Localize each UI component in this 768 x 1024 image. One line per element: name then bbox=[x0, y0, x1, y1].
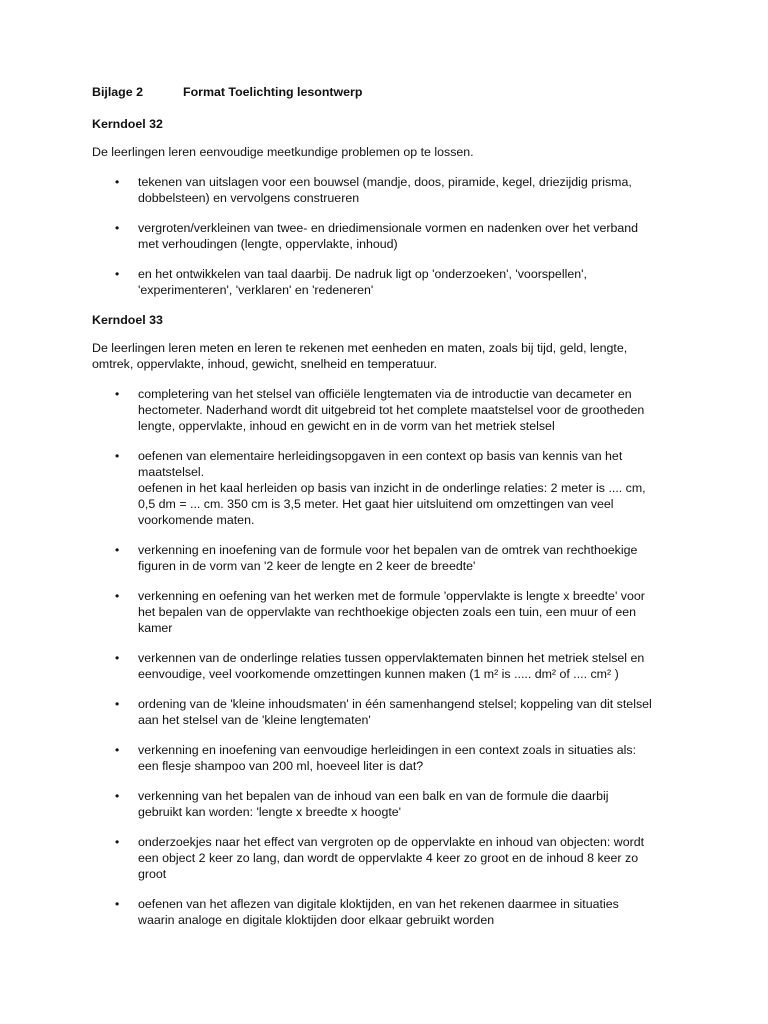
bullet-icon: • bbox=[115, 897, 120, 911]
kerndoel-33-bullet-list bbox=[92, 386, 692, 928]
text-line: lengte, oppervlakte, inhoud en gewicht en in de vorm van het metriek stelsel bbox=[138, 419, 555, 433]
bullet-item bbox=[92, 174, 692, 206]
bullet-icon: • bbox=[115, 449, 120, 463]
text-line: oefenen in het kaal herleiden op basis van inzicht in de onderlinge relaties: 2 meter is .... cm, bbox=[138, 481, 646, 495]
text-line: verkennen van de onderlinge relaties tussen oppervlaktematen binnen het metriek stelsel en bbox=[138, 651, 645, 665]
bullet-item bbox=[92, 588, 692, 636]
bullet-icon: • bbox=[115, 743, 120, 757]
text-line: 0,5 dm = ... cm. 350 cm is 3,5 meter. Het gaat hier uitsluitend om omzettingen van veel bbox=[138, 497, 614, 511]
text-line: een object 2 keer zo lang, dan wordt de oppervlakte 4 keer zo groot en de inhoud 8 keer zo bbox=[138, 851, 639, 865]
text-line: onderzoekjes naar het effect van vergroten op de oppervlakte en inhoud van objecten: wordt bbox=[138, 835, 645, 849]
bullet-item bbox=[92, 650, 692, 682]
text-line: het bepalen van de oppervlakte van rechthoekige objecten zoals een tuin, een muur of een bbox=[138, 605, 637, 619]
bullet-icon: • bbox=[115, 387, 120, 401]
bullet-text bbox=[138, 834, 692, 882]
text-line: ordening van de 'kleine inhoudsmaten' in één samenhangend stelsel; koppeling van dit stelsel bbox=[138, 697, 652, 711]
kerndoel-33-intro bbox=[92, 340, 692, 372]
kerndoel-32-intro: De leerlingen leren eenvoudige meetkundige problemen op te lossen. bbox=[92, 145, 474, 159]
text-line: verkenning en oefening van het werken met de formule 'oppervlakte is lengte x breedte' voor bbox=[138, 589, 645, 603]
text-line: verkenning en inoefening van de formule voor het bepalen van de omtrek van rechthoekige bbox=[138, 543, 638, 557]
document-page bbox=[92, 84, 692, 942]
text-line: hectometer. Naderhand wordt dit uitgebreid tot het complete maatstelsel voor de grootheden bbox=[138, 403, 645, 417]
text-line: groot bbox=[138, 867, 167, 881]
text-line: verkenning en inoefening van eenvoudige herleidingen in een context zoals in situaties als: bbox=[138, 743, 637, 757]
text-line: voorkomende maten. bbox=[138, 513, 255, 527]
text-line: 'experimenteren', 'verklaren' en 'redeneren' bbox=[138, 283, 374, 297]
text-line: met verhoudingen (lengte, oppervlakte, inhoud) bbox=[138, 237, 398, 251]
bullet-icon: • bbox=[115, 651, 120, 665]
bullet-text bbox=[138, 650, 692, 682]
document-title: Format Toelichting lesontwerp bbox=[183, 85, 363, 99]
bullet-item bbox=[92, 220, 692, 252]
bullet-text bbox=[138, 696, 692, 728]
bullet-item bbox=[92, 834, 692, 882]
text-line: De leerlingen leren meten en leren te rekenen met eenheden en maten, zoals bij tijd, geld, lengte, bbox=[92, 341, 628, 355]
bullet-item bbox=[92, 742, 692, 774]
text-line: en het ontwikkelen van taal daarbij. De nadruk ligt op 'onderzoeken', 'voorspellen', bbox=[138, 267, 587, 281]
bullet-text bbox=[138, 742, 692, 774]
bullet-text bbox=[138, 542, 692, 574]
bullet-icon: • bbox=[115, 789, 120, 803]
text-line: een flesje shampoo van 200 ml, hoeveel liter is dat? bbox=[138, 759, 424, 773]
text-line: gebruikt kan worden: 'lengte x breedte x hoogte' bbox=[138, 805, 402, 819]
text-line: kamer bbox=[138, 621, 173, 635]
text-line: oefenen van het aflezen van digitale kloktijden, en van het rekenen daarmee in situaties bbox=[138, 897, 619, 911]
appendix-label: Bijlage 2 bbox=[92, 85, 143, 99]
bullet-item bbox=[92, 448, 692, 528]
bullet-text bbox=[138, 448, 692, 528]
bullet-item bbox=[92, 896, 692, 928]
bullet-icon: • bbox=[115, 267, 120, 281]
bullet-icon: • bbox=[115, 175, 120, 189]
bullet-text bbox=[138, 896, 692, 928]
bullet-item bbox=[92, 696, 692, 728]
bullet-item bbox=[92, 266, 692, 298]
bullet-text bbox=[138, 174, 692, 206]
bullet-icon: • bbox=[115, 589, 120, 603]
text-line: verkenning van het bepalen van de inhoud van een balk en van de formule die daarbij bbox=[138, 789, 609, 803]
text-line: waarin analoge en digitale kloktijden door elkaar gebruikt worden bbox=[138, 913, 495, 927]
bullet-text bbox=[138, 220, 692, 252]
text-line: aan het stelsel van de 'kleine lengtematen' bbox=[138, 713, 371, 727]
bullet-icon: • bbox=[115, 697, 120, 711]
bullet-item bbox=[92, 386, 692, 434]
bullet-text bbox=[138, 788, 692, 820]
bullet-text bbox=[138, 266, 692, 298]
text-line: oefenen van elementaire herleidingsopgaven in een context op basis van kennis van het bbox=[138, 449, 623, 463]
text-line: eenvoudige, veel voorkomende omzettingen kunnen maken (1 m² is ..... dm² of .... cm² ) bbox=[138, 667, 619, 681]
text-line: vergroten/verkleinen van twee- en driedimensionale vormen en nadenken over het verband bbox=[138, 221, 639, 235]
kerndoel-32-heading: Kerndoel 32 bbox=[92, 117, 163, 131]
text-line: figuren in de vorm van '2 keer de lengte en 2 keer de breedte' bbox=[138, 559, 476, 573]
bullet-text bbox=[138, 386, 692, 434]
text-line: completering van het stelsel van officiële lengtematen via de introductie van decameter en bbox=[138, 387, 632, 401]
text-line: maatstelsel. bbox=[138, 465, 205, 479]
document-header bbox=[92, 84, 692, 102]
bullet-item bbox=[92, 788, 692, 820]
bullet-text bbox=[138, 588, 692, 636]
kerndoel-33-heading: Kerndoel 33 bbox=[92, 313, 163, 327]
text-line: omtrek, oppervlakte, inhoud, gewicht, snelheid en temperatuur. bbox=[92, 357, 438, 371]
bullet-icon: • bbox=[115, 835, 120, 849]
bullet-icon: • bbox=[115, 221, 120, 235]
kerndoel-32-bullet-list bbox=[92, 174, 692, 298]
bullet-item bbox=[92, 542, 692, 574]
text-line: tekenen van uitslagen voor een bouwsel (mandje, doos, piramide, kegel, driezijdig prisma, bbox=[138, 175, 632, 189]
text-line: dobbelsteen) en vervolgens construeren bbox=[138, 191, 360, 205]
bullet-icon: • bbox=[115, 543, 120, 557]
